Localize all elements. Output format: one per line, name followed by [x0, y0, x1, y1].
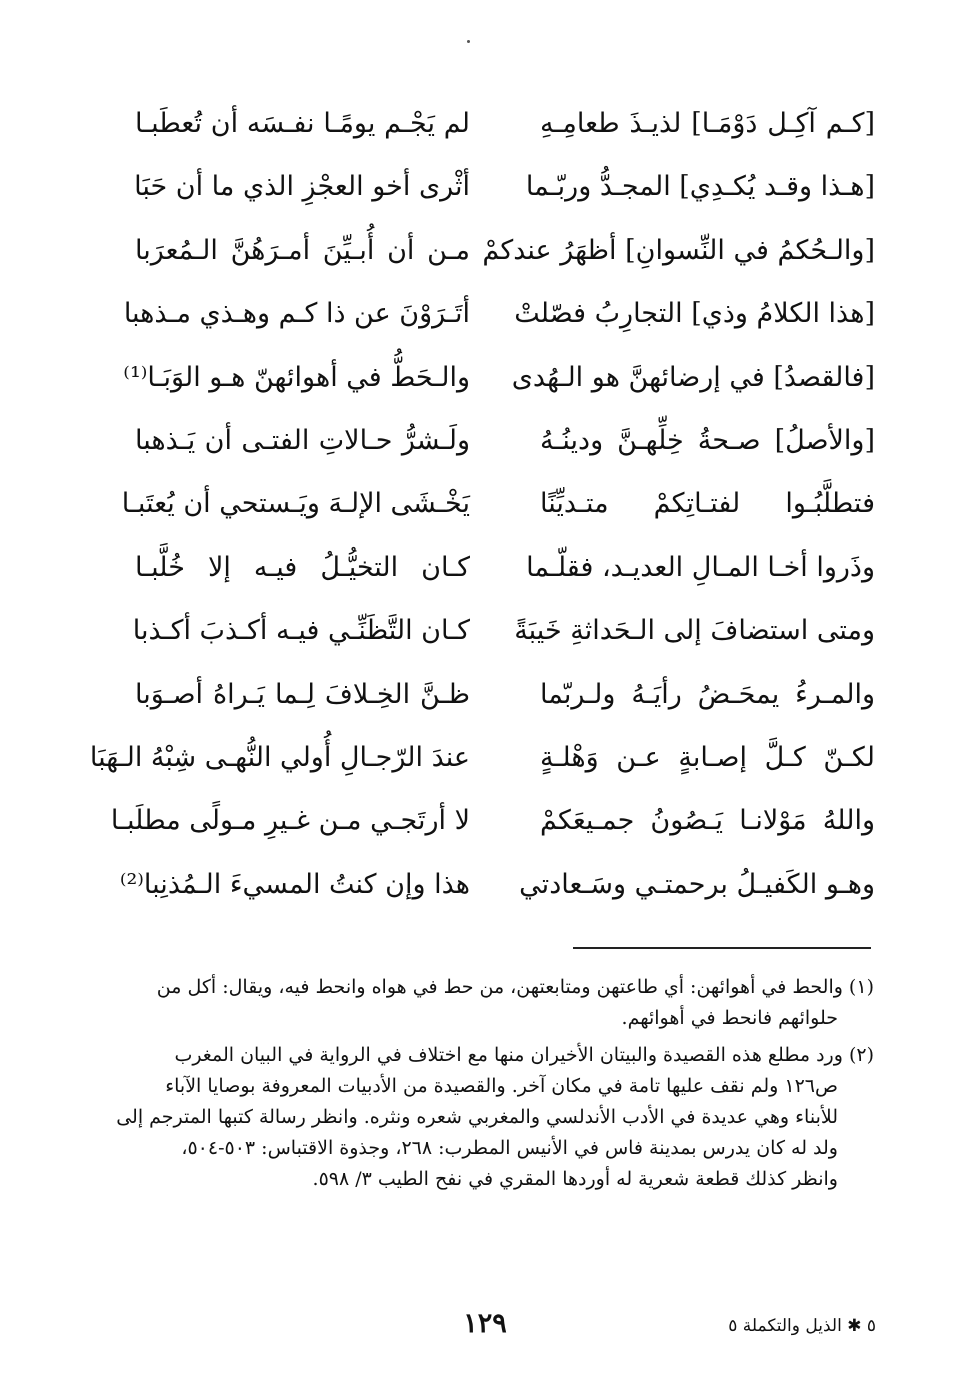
verse-row	[130, 599, 875, 662]
verse-first-hemistich: واللهُ مَوْلانـا يَـصُونُ جمـيعَكمْ	[540, 805, 875, 837]
verse-first-hemistich: ومتى استضافَ إلى الـحَداثةِ خَيبَةً	[514, 615, 875, 647]
verse-first-hemistich: وذَروا أخـا المـالِ العديـد، فقلّـما	[526, 551, 875, 583]
footnote-line: للأبناء وهي عديدة في الأدب الأندلسي والمغربي شعره ونثره. وانظر رسالة كتبها المترجم إلى	[116, 1106, 838, 1128]
verse-first-hemistich: [هـذا وقـد يُكـدِي] المجـدُّ وربّـما	[525, 171, 875, 203]
verse-first-hemistich: [والأصلُ] صـحةُ خِلِّهـنَّ ودينُـهُ	[540, 424, 875, 456]
verse-second-hemistich: والـحَطُّ في أهوائهنّ هـو الوَبَـا⁽¹⁾	[123, 361, 470, 393]
page-number: ١٢٩	[463, 1308, 507, 1339]
verse-row	[130, 409, 875, 472]
footnote-separator	[573, 947, 871, 949]
footnotes	[116, 972, 874, 1201]
scan-speck	[467, 40, 470, 43]
poem	[89, 92, 875, 917]
footnote-line: وانظر كذلك قطعة شعرية له أوردها المقري في نفح الطيب ٣/ ٥٩٨.	[312, 1168, 838, 1190]
verse-row	[123, 282, 875, 345]
footnote-line: حلوائهم فانحط في أهوائهم.	[621, 1007, 838, 1029]
verse-second-hemistich: هذا وإن كنتُ المسيءَ الـمُذنِبا⁽²⁾	[119, 868, 470, 900]
footnote-2	[116, 1040, 874, 1195]
verse-second-hemistich: مـن أن أُبـيِّنَ أمـرَهُنَّ الـمُعرَبا	[135, 234, 470, 266]
running-title: ٥ ✱ الذيل والتكملة ٥	[728, 1316, 876, 1336]
verse-row	[121, 472, 875, 535]
footnote-line: ولد له كان يدرس بمدينة فاس في الأنيس المطرب: ٢٦٨، وجذوة الاقتباس: ٥٠٣-٥٠٤،	[181, 1137, 838, 1159]
verse-row	[130, 92, 875, 155]
verse-second-hemistich: كـان التخيُّـلُ فيـه إلا خُلَّبـا	[135, 551, 470, 583]
verse-row	[123, 346, 875, 409]
verse-second-hemistich: لم يَجْـم يومًـا نفـسَه أن تُعطَبـا	[135, 108, 470, 139]
verse-row	[110, 789, 875, 852]
footnote-line: ص١٢٦ ولم نقف عليها تامة في مكان آخر. والقصيدة من الأدبيات المعروفة بوصايا الآباء	[165, 1075, 838, 1097]
verse-second-hemistich: ظـنَّ الخِـلافَ لِـما يَـراهُ أصـوَبا	[135, 678, 470, 710]
verse-first-hemistich: [كـم آكِـل دَوْمَـا] لذيـذَ طعامِـهِ	[540, 108, 875, 139]
verse-second-hemistich: عندَ الرّجـالِ أُولي النُّهـى شِبْهُ الـهَبَا	[89, 741, 470, 773]
verse-second-hemistich: أثْرى أخو العجْزِ الذي ما أن حَبَا	[134, 171, 470, 203]
footnote-line: (١) والحط في أهوائهن: أي طاعتهن ومتابعتهن، من حط في هواه وانحط فيه، ويقال: أكل من	[156, 976, 874, 998]
footnote-1	[132, 972, 874, 1034]
verse-row	[130, 155, 875, 218]
verse-second-hemistich: ولَـشرُّ حـالاتِ الفتـى أن يَـذهبا	[135, 424, 470, 456]
verse-first-hemistich: [فالقصدُ] في إرضائهنَّ هو الـهُدى	[511, 361, 875, 393]
verse-second-hemistich: أتَـرَوْنَ عن ذا كـم وهـذي مـذهبا	[123, 298, 470, 330]
verse-row	[130, 663, 875, 726]
verse-row	[119, 853, 875, 916]
verse-first-hemistich: لكـنّ كـلَّ إصـابةٍ عـن وَهْلـةٍ	[540, 741, 875, 773]
verse-row	[130, 219, 875, 282]
verse-row	[130, 536, 875, 599]
verse-first-hemistich: والمـرءُ يمحَـضُ رأيَـهُ ولـربّما	[540, 678, 875, 710]
verse-first-hemistich: فتطلَّبُـوا لفتـاتِكمْ متـديِّنًا	[540, 488, 875, 520]
verse-second-hemistich: كـان التَّظَنِّـي فيـه أكـذبَ أكـذبا	[132, 615, 470, 647]
verse-second-hemistich: لا أرتَجـي مـن غـيرِ مـولًى مطلَبـا	[110, 805, 470, 837]
verse-row	[89, 726, 875, 789]
verse-first-hemistich: [هذا الكلامُ وذي] التجارِبُ فصّلتْ	[514, 298, 875, 330]
footnote-line: (٢) ورد مطلع هذه القصيدة والبيتان الأخيران منها مع اختلاف في الرواية في البيان المغرب	[174, 1044, 874, 1066]
verse-second-hemistich: يَخْـشَى الإلـهَ ويَـستحي أن يُعتَبـا	[121, 488, 470, 520]
verse-first-hemistich: [والـحُكمُ في النِّسوانِ] أظهَرُ عندكمْ	[482, 234, 875, 266]
verse-first-hemistich: وهـو الكَفيـلُ برحمتـي وسَـعادتي	[519, 868, 875, 900]
